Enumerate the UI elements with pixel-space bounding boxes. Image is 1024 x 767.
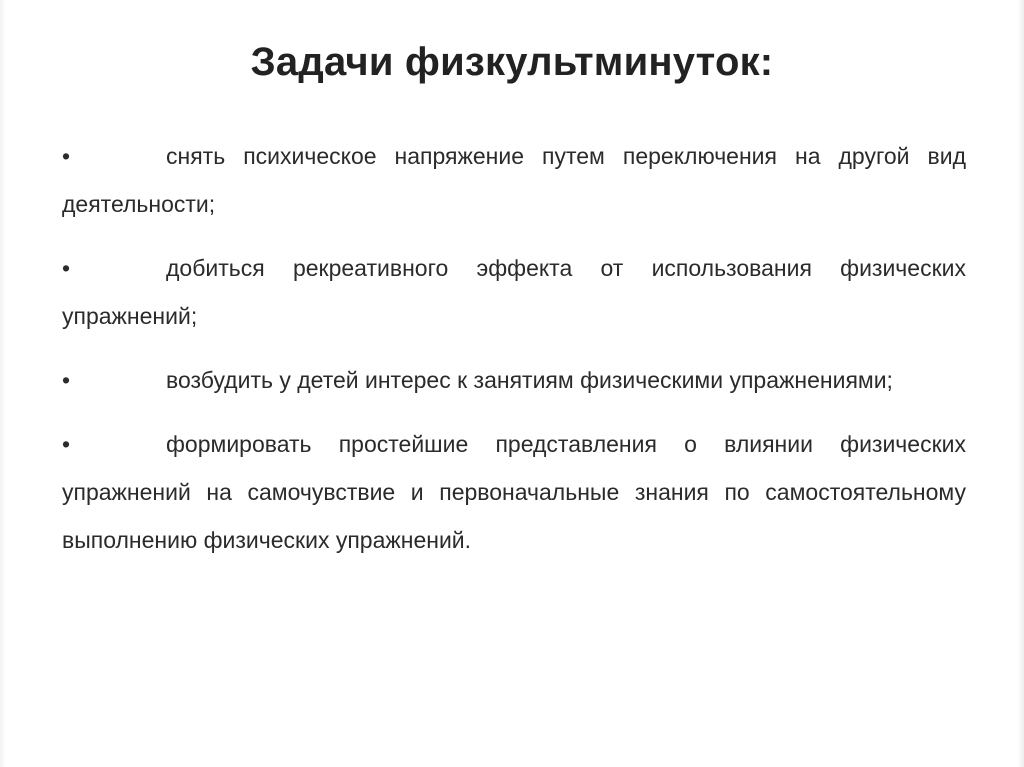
task-list <box>62 132 966 580</box>
list-item-text: формировать простейшие представления о влиянии физических упражнений на самочувствие и первоначальные знания по самостоятельному выполнению физических упражнений. <box>62 431 966 553</box>
list-item <box>62 244 966 340</box>
bullet-icon: • <box>62 255 71 281</box>
list-item <box>62 356 966 404</box>
list-item-text: снять психическое напряжение путем переключения на другой вид деятельности; <box>62 143 966 217</box>
bullet-icon: • <box>62 367 71 393</box>
slide-right-edge <box>1018 0 1024 767</box>
slide-title: Задачи физкультминуток: <box>250 40 774 84</box>
list-item-text: возбудить у детей интерес к занятиям физическими упражнениями; <box>166 367 893 393</box>
list-item-text: добиться рекреативного эффекта от использования физических упражнений; <box>62 255 966 329</box>
bullet-icon: • <box>62 431 71 457</box>
bullet-icon: • <box>62 143 71 169</box>
slide-left-edge <box>0 0 6 767</box>
list-item <box>62 132 966 228</box>
list-item <box>62 420 966 564</box>
